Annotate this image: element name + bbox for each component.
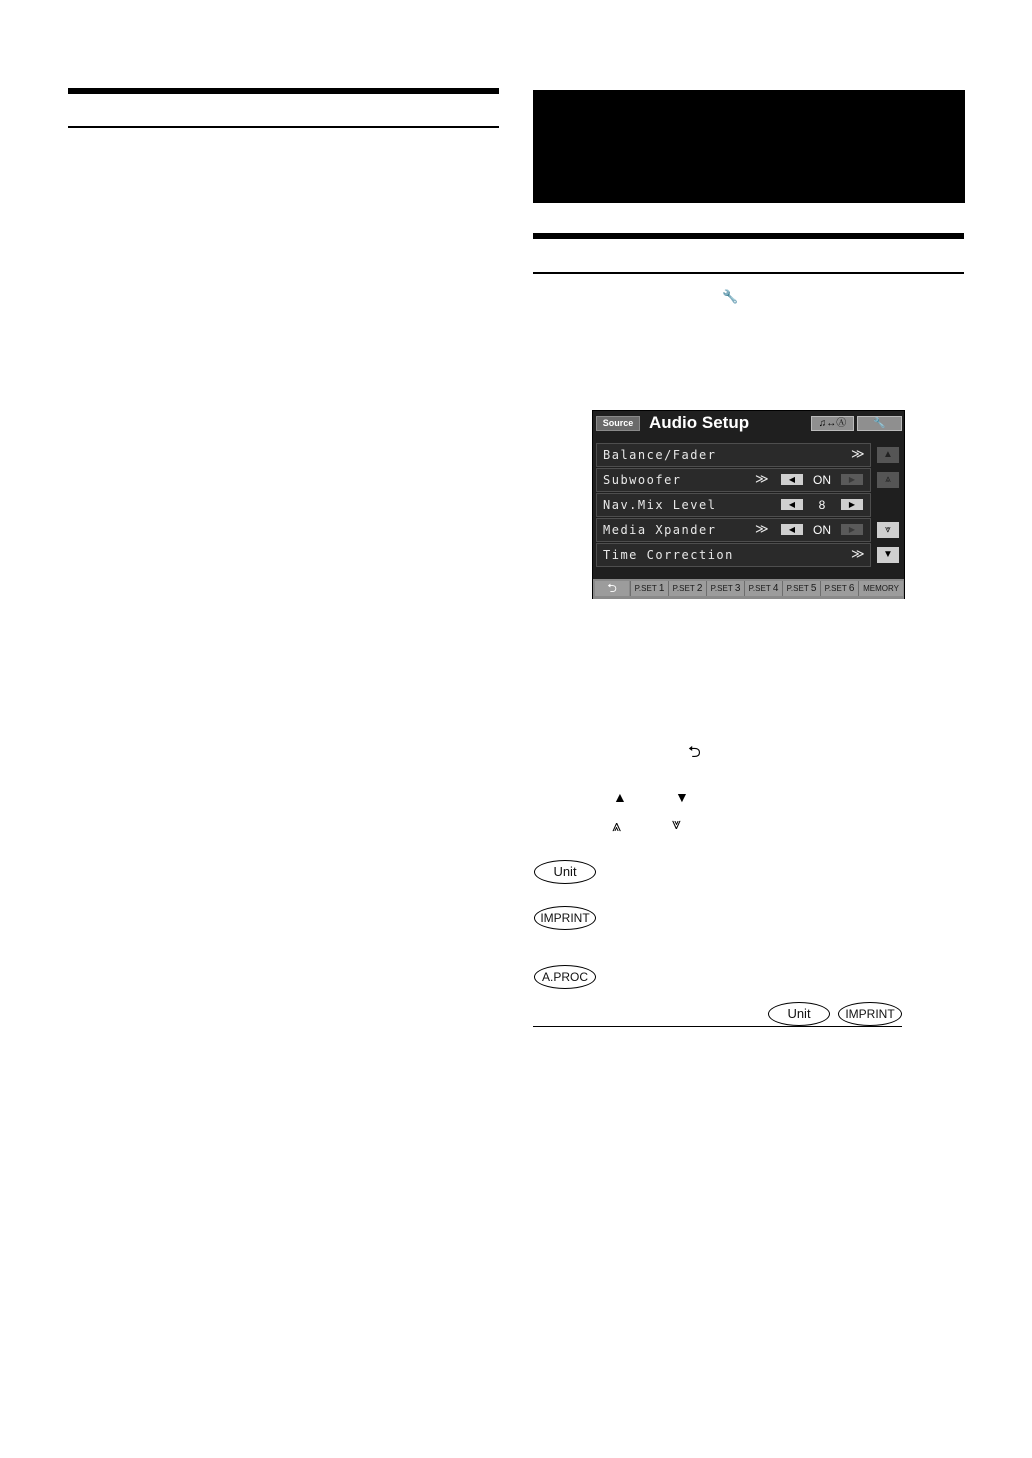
unit-badge: Unit xyxy=(534,860,596,884)
back-icon[interactable]: ⮌ xyxy=(595,581,629,596)
row-time-correction[interactable] xyxy=(596,543,871,567)
preset-button-2[interactable]: P.SET 2 xyxy=(668,581,706,596)
row-label: Balance/Fader xyxy=(603,448,717,462)
chevron-right-icon: ≫ xyxy=(851,546,865,561)
arrow-right-icon[interactable]: ▶ xyxy=(841,474,863,485)
media-xpander-control xyxy=(777,521,869,539)
source-button[interactable]: Source xyxy=(596,416,640,431)
preset-button-1[interactable]: P.SET 1 xyxy=(630,581,668,596)
down-arrow-icon: ▼ xyxy=(675,789,689,805)
row-nav-mix-level[interactable] xyxy=(596,493,871,517)
subwoofer-control xyxy=(777,471,869,489)
media-xpander-value: ON xyxy=(813,523,831,537)
up-arrow-icon: ▲ xyxy=(613,789,627,805)
footnote-rule xyxy=(533,1026,902,1027)
wrench-icon: 🔧 xyxy=(722,289,739,304)
preset-button-3[interactable]: P.SET 3 xyxy=(706,581,744,596)
imprint-badge: IMPRINT xyxy=(838,1002,902,1026)
row-label: Time Correction xyxy=(603,548,734,562)
arrow-left-icon[interactable]: ◀ xyxy=(781,499,803,510)
top-bar xyxy=(593,411,904,437)
arrow-right-icon[interactable]: ▶ xyxy=(841,499,863,510)
chevron-right-icon: ≫ xyxy=(851,446,865,461)
chevron-right-icon: ≫ xyxy=(755,521,769,536)
page-up-arrow-icon: ⩓ xyxy=(612,818,622,835)
right-rule-thin xyxy=(533,272,964,274)
row-subwoofer[interactable] xyxy=(596,468,871,492)
unit-badge: Unit xyxy=(768,1002,830,1026)
left-rule-thick xyxy=(68,88,499,94)
imprint-badge: IMPRINT xyxy=(534,906,596,930)
nav-mix-value: 8 xyxy=(818,498,826,512)
memory-button[interactable]: MEMORY xyxy=(858,581,903,596)
row-balance-fader[interactable] xyxy=(596,443,871,467)
back-icon: ⮌ xyxy=(688,744,701,761)
page-down-arrow-icon: ⩔ xyxy=(672,816,682,833)
arrow-right-icon[interactable]: ▶ xyxy=(841,524,863,535)
scroll-up-icon[interactable]: ▲ xyxy=(877,447,899,463)
aproc-badge: A.PROC xyxy=(534,965,596,989)
row-media-xpander[interactable] xyxy=(596,518,871,542)
subwoofer-value: ON xyxy=(813,473,831,487)
preset-button-6[interactable]: P.SET 6 xyxy=(820,581,858,596)
arrow-left-icon[interactable]: ◀ xyxy=(781,474,803,485)
preset-bar xyxy=(593,579,904,599)
preset-button-4[interactable]: P.SET 4 xyxy=(744,581,782,596)
screen-title: Audio Setup xyxy=(649,413,750,432)
preset-button-5[interactable]: P.SET 5 xyxy=(782,581,820,596)
section-banner xyxy=(533,90,965,203)
row-label: Media Xpander xyxy=(603,523,717,537)
scroll-down-icon[interactable]: ▼ xyxy=(877,547,899,563)
audio-setup-screen xyxy=(592,410,905,599)
arrow-left-icon[interactable]: ◀ xyxy=(781,524,803,535)
right-rule-thick xyxy=(533,233,964,239)
page-up-icon[interactable]: ⩓ xyxy=(877,472,899,488)
row-label: Nav.Mix Level xyxy=(603,498,717,512)
setup-wrench-icon[interactable]: 🔧 xyxy=(857,416,902,431)
row-label: Subwoofer xyxy=(603,473,682,487)
nav-mix-control xyxy=(777,496,869,514)
chevron-right-icon: ≫ xyxy=(755,471,769,486)
page-down-icon[interactable]: ⩔ xyxy=(877,522,899,538)
left-rule-thin xyxy=(68,126,499,128)
mode-switch-icon[interactable]: ♫↔Ⓐ xyxy=(811,416,854,431)
